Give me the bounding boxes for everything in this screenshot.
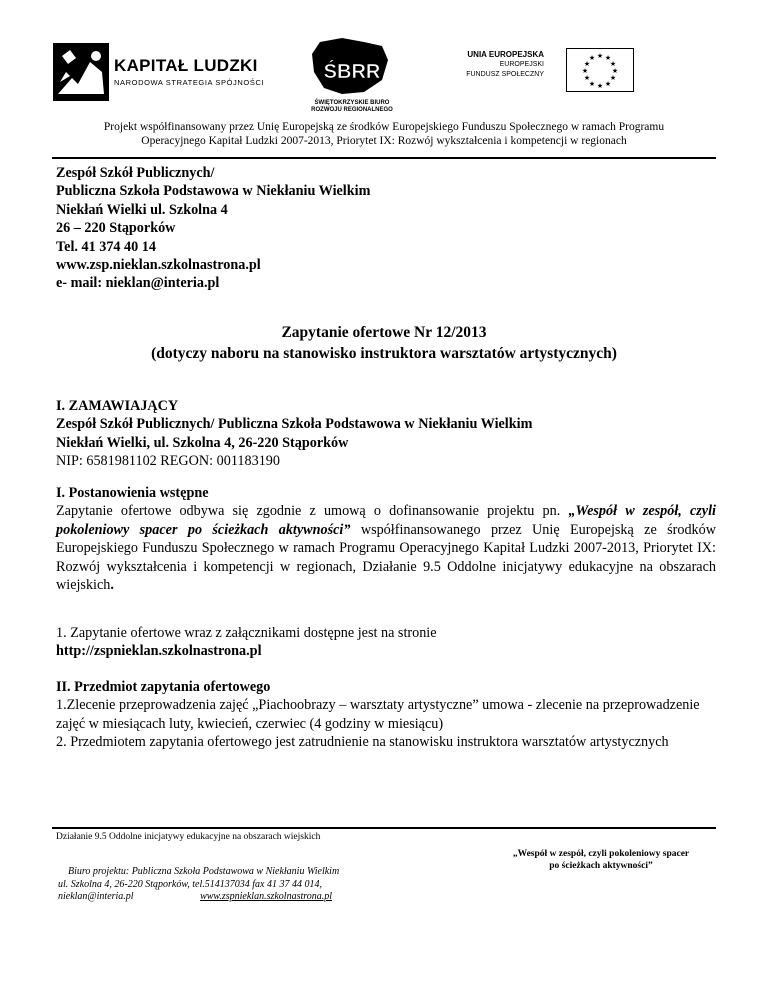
sbrr-caption	[298, 100, 406, 114]
school-phone: Tel. 41 374 40 14	[56, 238, 156, 255]
school-line1: Zespół Szkół Publicznych/	[56, 165, 215, 181]
footer-email: nieklan@interia.pl	[58, 891, 134, 902]
svg-text:★: ★	[596, 52, 604, 60]
footer-project-line1: „Wespół w zespół, czyli pokoleniowy spacer	[512, 849, 690, 859]
cofinancing-note	[40, 120, 728, 148]
footer-contact	[58, 891, 339, 904]
section1-line1: Zespół Szkół Publicznych/ Publiczna Szkoła Podstawowa w Niekłaniu Wielkim	[56, 416, 533, 433]
sbrr-caption-line1: ŚWIĘTOKRZYSKIE BIURO	[314, 100, 390, 106]
sbrr-caption-line2: ROZWOJU REGIONALNEGO	[311, 107, 393, 113]
cofinancing-line2: Operacyjnego Kapitał Ludzki 2007-2013, Priorytet IX: Rozwój wykształcenia i kompetencji w regionach	[141, 135, 627, 147]
section2-paragraph	[56, 502, 716, 594]
school-website: www.zsp.nieklan.szkolnastrona.pl	[56, 257, 261, 274]
footer-address-line1: Biuro projektu: Publiczna Szkoła Podstawowa w Niekłaniu Wielkim	[68, 866, 340, 877]
section1-heading: I. ZAMAWIAJĄCY	[56, 398, 179, 414]
school-line4: 26 – 220 Stąporków	[56, 220, 176, 237]
svg-text:★: ★	[583, 74, 591, 82]
footer-project-name	[488, 848, 714, 872]
kapital-ludzki-logo	[52, 42, 265, 102]
sbrr-emblem-icon	[302, 36, 402, 98]
svg-text:★: ★	[588, 80, 596, 88]
eu-line3: FUNDUSZ SPOŁECZNY	[466, 71, 544, 78]
document-title-line1: Zapytanie ofertowe Nr 12/2013	[281, 324, 487, 341]
sbrr-mark-text: ŚBRR	[323, 61, 381, 83]
svg-text:★: ★	[583, 60, 591, 68]
eu-line2: EUROPEJSKI	[499, 61, 544, 68]
project-name: „Wespół w zespół, czyli pokoleniowy spacer po ścieżkach aktywności”	[56, 503, 716, 538]
eu-text	[466, 50, 544, 80]
footer-website-link[interactable]: www.zspnieklan.szkolnastrona.pl	[200, 891, 333, 902]
eu-line1: UNIA EUROPEJSKA	[467, 50, 544, 59]
school-line2: Publiczna Szkoła Podstawowa w Niekłaniu Wielkim	[56, 183, 371, 200]
kapital-ludzki-emblem-icon	[52, 42, 110, 102]
svg-text:★: ★	[609, 74, 617, 82]
sbrr-logo	[298, 36, 406, 118]
footer-project-line2: po ścieżkach aktywności”	[549, 861, 653, 871]
footer-address	[58, 866, 339, 904]
section1-line2: Niekłań Wielki, ul. Szkolna 4, 26-220 Stąporków	[56, 434, 349, 451]
eu-flag-icon	[566, 48, 634, 92]
footer-measure: Działanie 9.5 Oddolne inicjatywy edukacyjne na obszarach wiejskich	[56, 832, 321, 842]
section2-text-end: .	[110, 577, 114, 594]
section2-item1-link[interactable]: http://zspnieklan.szkolnastrona.pl	[56, 643, 262, 660]
svg-text:★: ★	[604, 54, 612, 62]
school-line3: Niekłań Wielki ul. Szkolna 4	[56, 201, 228, 218]
school-email: e- mail: nieklan@interia.pl	[56, 275, 220, 292]
svg-text:★: ★	[609, 60, 617, 68]
kapital-ludzki-title: KAPITAŁ LUDZKI	[114, 56, 258, 75]
section2-item1	[56, 624, 716, 661]
section3-item1: 1.Zlecenie przeprowadzenia zajęć „Piachoobrazy – warsztaty artystyczne” umowa - zlecenie na przeprowadzenie zajęć w miesiącach luty, kwiecień, czerwiec (4 godziny w miesiącu)	[56, 697, 700, 732]
cofinancing-line1: Projekt współfinansowany przez Unię Europejską ze środków Europejskiego Funduszu Społecznego w ramach Programu	[103, 121, 665, 133]
school-info	[56, 164, 716, 293]
eu-logo	[468, 48, 634, 90]
svg-text:★: ★	[596, 82, 604, 90]
section2-text-b: współfinansowanego przez Unię Europejską ze środków Europejskiego Funduszu Społecznego w ramach Programu Operacyjnego Kapitał Ludzki 2007-2013, Priorytet IX: Rozwój wykształcenia i kompetencji w regionach, Działanie 9.5 Oddolne inicjatywy edukacyjne na obszarach wiejskich	[56, 521, 716, 594]
section3-item2: 2. Przedmiotem zapytania ofertowego jest zatrudnienie na stanowisku instruktora warsztatów artystycznych	[56, 734, 669, 751]
kapital-ludzki-subtitle: NARODOWA STRATEGIA SPÓJNOŚCI	[114, 78, 265, 87]
svg-text:★: ★	[588, 54, 596, 62]
section-contracting-authority	[56, 397, 716, 471]
svg-text:★: ★	[604, 80, 612, 88]
section2-item1-text: 1. Zapytanie ofertowe wraz z załącznikami dostępne jest na stronie	[56, 625, 437, 641]
header-divider	[52, 157, 716, 159]
footer-address-line2: ul. Szkolna 4, 26-220 Stąporków, tel.514137034 fax 41 37 44 014,	[58, 878, 322, 890]
document-title	[40, 322, 728, 364]
svg-text:★: ★	[581, 67, 589, 75]
footer-divider	[52, 827, 716, 829]
svg-text:★: ★	[611, 67, 619, 75]
section-preliminary	[56, 484, 716, 594]
section2-text-a: Zapytanie ofertowe odbywa się zgodnie z umową o dofinansowanie projektu pn.	[56, 503, 569, 520]
section-subject	[56, 678, 716, 752]
document-title-line2: (dotyczy naboru na stanowisko instruktora warsztatów artystycznych)	[151, 345, 617, 362]
section1-nip-regon: NIP: 6581981102 REGON: 001183190	[56, 453, 280, 470]
section3-heading: II. Przedmiot zapytania ofertowego	[56, 679, 271, 695]
section2-heading: I. Postanowienia wstępne	[56, 485, 209, 501]
